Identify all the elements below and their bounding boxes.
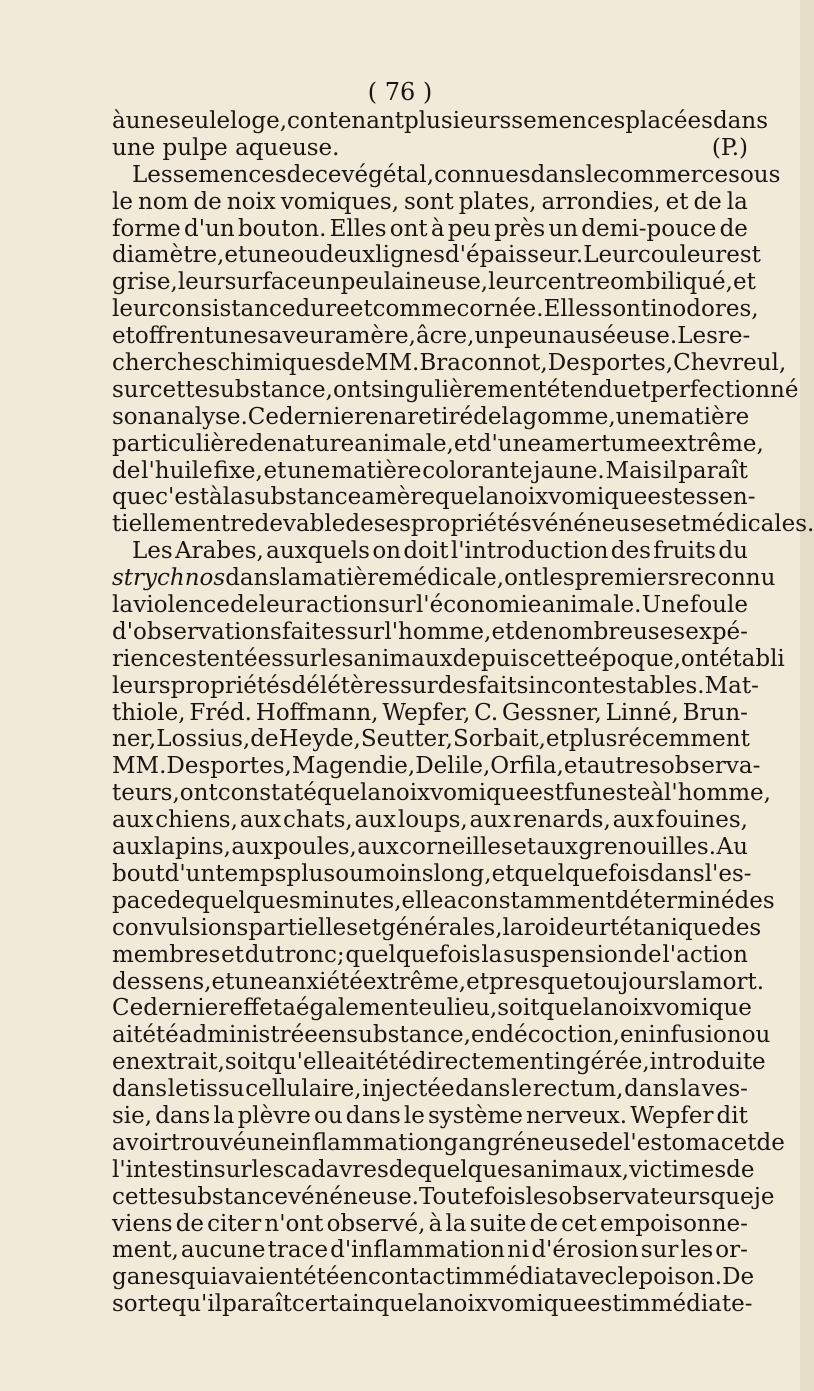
text-line: teurs, ont constaté que la noix vomique est funeste à l'homme, [112,780,771,807]
body-text [112,108,814,1318]
text-line: riences tentées sur les animaux depuis cette époque, ont établi [112,645,785,672]
text-line: aux chiens, aux chats, aux loups, aux renards, aux fouines, [112,807,748,834]
text-line: de l'huile fixe, et une matière colorante jaune. Mais il paraît [112,457,748,484]
text-line: strychnos dans la matière médicale, ont les premiers reconnu [112,565,776,592]
text-line: Ce dernier effet a également eu lieu, soit que la noix vomique [112,995,752,1022]
text-line: leurs propriétés délétères sur des faits incontestables. Mat- [112,672,759,699]
text-line: son analyse. Ce dernier en a retiré de la gomme, une matière [112,403,750,430]
text-line: MM. Desportes, Magendie, Delile, Orfila, et autres observa- [112,753,761,780]
text-line: la violence de leur action sur l'économie animale. Une foule [112,592,748,619]
text-line: sie, dans la plèvre ou dans le système nerveux. Wepfer dit [112,1102,748,1129]
text-line: sur cette substance, ont singulièrement étendu et perfectionné [112,376,799,403]
text-line: cette substance vénéneuse. Toutefois les observateurs que je [112,1183,775,1210]
text-line: sorte qu'il paraît certain que la noix vomique est immédiate- [112,1291,753,1318]
text-line: particulière de nature animale, et d'une amertume extrême, [112,430,764,457]
text-line: grise, leur surface un peu laineuse, leur centre ombiliqué, et [112,269,756,296]
text-line: une pulpe aqueuse. (P.) [112,134,748,161]
text-line: dans le tissu cellulaire, injectée dans le rectum, dans la ves- [112,1076,748,1103]
text-line: Les semences de ce végétal, connues dans le commerce sous [132,161,781,188]
text-line: diamètre, et une ou deux lignes d'épaisseur. Leur couleur est [112,242,761,269]
text-line: ment, aucune trace d'inflammation ni d'érosion sur les or- [112,1237,748,1264]
text-line: en extrait, soit qu'elle ait été directement ingérée, introduite [112,1049,766,1076]
text-line: thiole, Fréd. Hoffmann, Wepfer, C. Gessner, Linné, Brun- [112,699,748,726]
text-line: d'observations faites sur l'homme, et de nombreuses expé- [112,618,748,645]
text-line: pace de quelques minutes, elle a constamment déterminé des [112,887,775,914]
text-line: leur consistance dure et comme cornée. Elles sont inodores, [112,296,759,323]
text-line: l'intestin sur les cadavres de quelques animaux, victimes de [112,1156,755,1183]
text-line: des sens, et une anxiété extrême, et presque toujours la mort. [112,968,765,995]
text-line: bout d'un temps plus ou moins long, et quelquefois dans l'es- [112,860,752,887]
text-line: Les Arabes, auxquels on doit l'introduction des fruits du [132,538,748,565]
text-line: que c'est à la substance amère que la noix vomique est essen- [112,484,756,511]
text-line: convulsions partielles et générales, la roideur tétanique des [112,914,762,941]
text-line: ner, Lossius, de Heyde, Seutter, Sorbait, et plus récemment [112,726,750,753]
text-line: viens de citer n'ont observé, à la suite de cet empoisonne- [112,1210,748,1237]
text-line: ganes qui avaient été en contact immédiat avec le poison. De [112,1264,755,1291]
text-line: cherches chimiques de MM. Braconnot, Desportes, Chevreul, [112,350,787,377]
text-line: avoir trouvé une inflammation gangréneuse de l'estomac et de [112,1129,785,1156]
text-line: à une seule loge, contenant plusieurs semences placées dans [112,108,769,134]
text-line: membres et du tronc; quelquefois la suspension de l'action [112,941,748,968]
page-number: ( 76 ) [367,78,433,106]
text-line: ait été administrée en substance, en décoction, en infusion ou [112,1022,771,1049]
text-line: et offrent une saveur amère, âcre, un peu nauséeuse. Les re- [112,323,751,350]
text-line: le nom de noix vomiques, sont plates, arrondies, et de la [112,188,748,215]
text-line: tiellement redevable de ses propriétés vénéneuses et médicales. [112,511,814,538]
text-line: aux lapins, aux poules, aux corneilles et aux grenouilles. Au [112,834,748,861]
text-line: forme d'un bouton. Elles ont à peu près un demi-pouce de [112,215,748,242]
